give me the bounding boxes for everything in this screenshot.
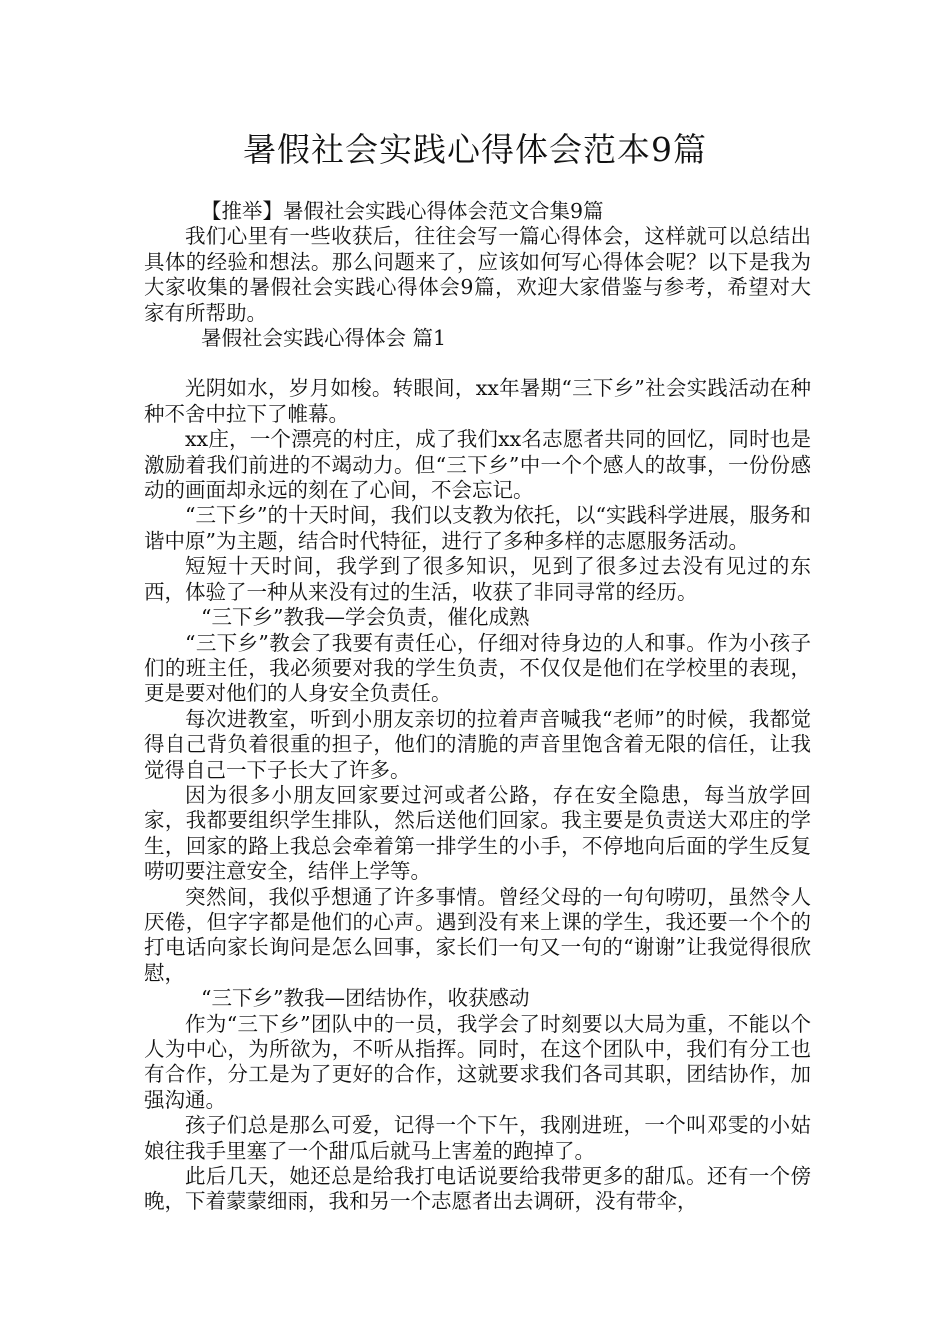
paragraph: 突然间，我似乎想通了许多事情。曾经父母的一句句唠叨，虽然令人厌倦，但字字都是他们的心声。遇到没有来上课的学生，我还要一个个的打电话向家长询问是怎么回事，家长们一句又一句的“谢谢”让我觉得很欣慰， xyxy=(144,884,811,985)
paragraph: xx庄，一个漂亮的村庄，成了我们xx名志愿者共同的回忆，同时也是激励着我们前进的不竭动力。但“三下乡”中一个个感人的故事，一份份感动的画面却永远的刻在了心间，不会忘记。 xyxy=(144,427,811,503)
document-title: 暑假社会实践心得体会范本9篇 xyxy=(243,130,707,169)
paragraph: 孩子们总是那么可爱，记得一个下午，我刚进班，一个叫邓雯的小姑娘往我手里塞了一个甜瓜后就马上害羞的跑掉了。 xyxy=(144,1113,811,1163)
paragraph: 因为很多小朋友回家要过河或者公路，存在安全隐患，每当放学回家，我都要组织学生排队，然后送他们回家。我主要是负责送大邓庄的学生，回家的路上我总会牵着第一排学生的小手，不停地向后面的学生反复唠叨要注意安全，结伴上学等。 xyxy=(144,782,811,884)
section-heading: 暑假社会实践心得体会 篇1 xyxy=(201,326,447,351)
subheading: “三下乡”教我—学会负责，催化成熟 xyxy=(201,605,530,630)
paragraph: 光阴如水，岁月如梭。转眼间，xx年暑期“三下乡”社会实践活动在种种不舍中拉下了帷幕。 xyxy=(144,376,811,426)
paragraph: 每次进教室，听到小朋友亲切的拉着声音喊我“老师”的时候，我都觉得自己背负着很重的担子，他们的清脆的声音里饱含着无限的信任，让我觉得自己一下子长大了许多。 xyxy=(144,706,811,782)
paragraph: “三下乡”教会了我要有责任心，仔细对待身边的人和事。作为小孩子们的班主任，我必须要对我的学生负责，不仅仅是他们在学校里的表现，更是要对他们的人身安全负责任。 xyxy=(144,630,811,706)
document-body xyxy=(144,199,811,1215)
paragraph: 此后几天，她还总是给我打电话说要给我带更多的甜瓜。还有一个傍晚，下着蒙蒙细雨，我和另一个志愿者出去调研，没有带伞， xyxy=(144,1164,811,1214)
paragraph: “三下乡”的十天时间，我们以支教为依托，以“实践科学进展，服务和谐中原”为主题，结合时代特征，进行了多种多样的志愿服务活动。 xyxy=(144,503,811,553)
subheading: “三下乡”教我—团结协作，收获感动 xyxy=(201,986,530,1011)
paragraph: 作为“三下乡”团队中的一员，我学会了时刻要以大局为重，不能以个人为中心，为所欲为，不听从指挥。同时，在这个团队中，我们有分工也有合作，分工是为了更好的合作，这就要求我们各司其职，团结协作，加强沟通。 xyxy=(144,1011,811,1112)
paragraph: 我们心里有一些收获后，往往会写一篇心得体会，这样就可以总结出具体的经验和想法。那么问题来了，应该如何写心得体会呢？以下是我为大家收集的暑假社会实践心得体会9篇，欢迎大家借鉴与参考，希望对大家有所帮助。 xyxy=(144,224,811,325)
blank-line xyxy=(144,351,811,376)
paragraph: 短短十天时间，我学到了很多知识，见到了很多过去没有见过的东西，体验了一种从来没有过的生活，收获了非同寻常的经历。 xyxy=(144,554,811,604)
intro-heading: 【推举】暑假社会实践心得体会范文合集9篇 xyxy=(201,199,604,223)
